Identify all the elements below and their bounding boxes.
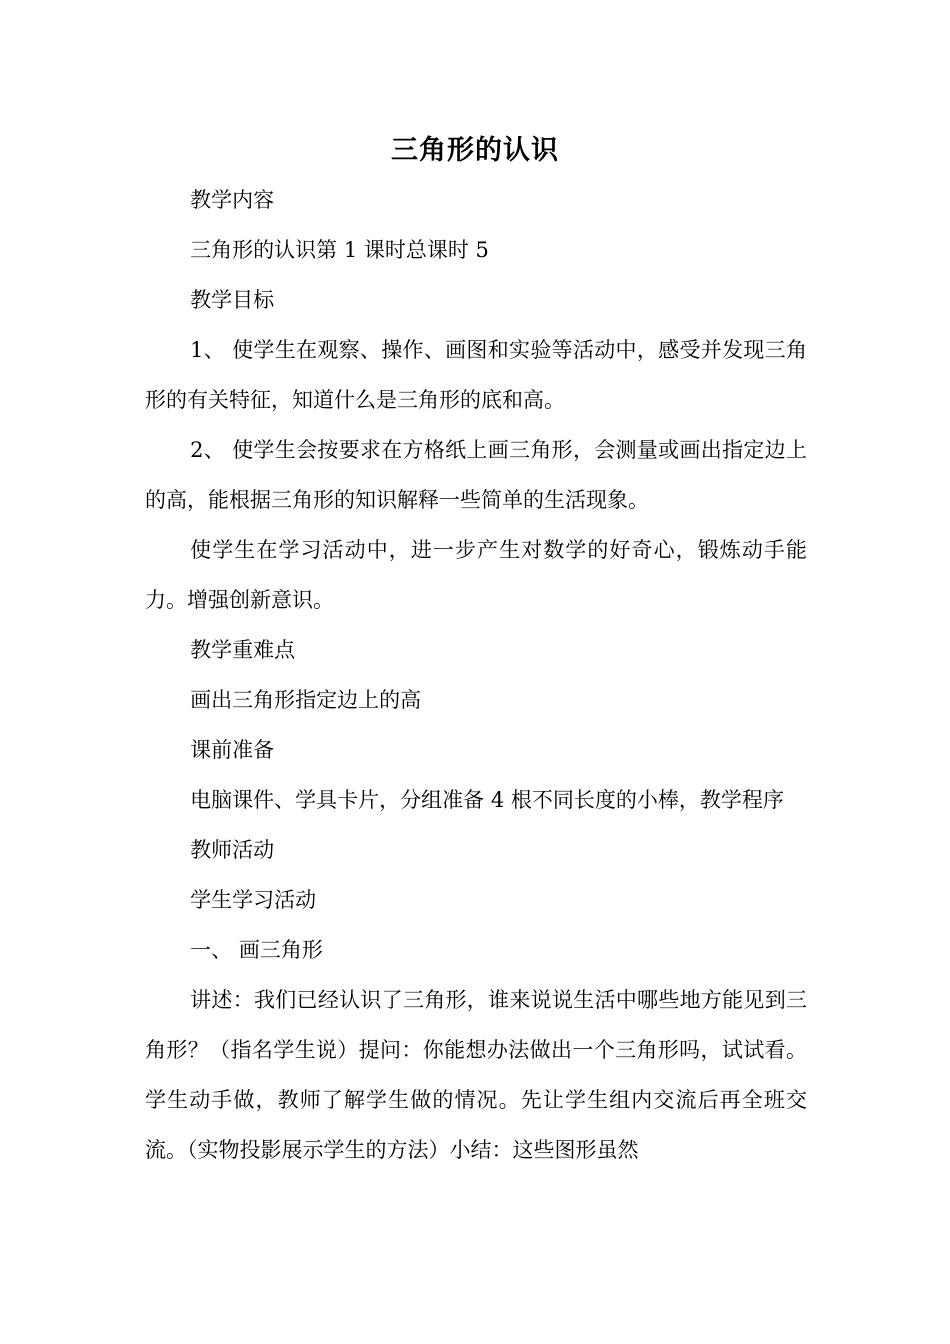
document-body <box>145 175 807 1175</box>
section-heading-draw-triangle: 一、 画三角形 <box>190 938 323 962</box>
lesson-info: 三角形的认识第 1 课时总课时 5 <box>190 238 489 262</box>
heading-teaching-goals: 教学目标 <box>190 288 275 312</box>
goal-item-3: 使学生在学习活动中，进一步产生对数学的好奇心，锻炼动手能力。增强创新意识。 <box>145 538 807 612</box>
heading-student-activity: 学生学习活动 <box>190 888 317 912</box>
heading-teaching-content: 教学内容 <box>190 188 275 212</box>
heading-key-difficulties: 教学重难点 <box>190 638 296 662</box>
narration-paragraph: 讲述：我们已经认识了三角形，谁来说说生活中哪些地方能见到三角形？（指名学生说）提问：你能想办法做出一个三角形吗，试试看。学生动手做，教师了解学生做的情况。先让学生组内交流后再全班交流。（实物投影展示学生的方法）小结：这些图形虽然 <box>145 988 807 1162</box>
goal-item-2: 2、 使学生会按要求在方格纸上画三角形，会测量或画出指定边上的高，能根据三角形的知识解释一些简单的生活现象。 <box>145 438 807 512</box>
goal-item-1: 1、 使学生在观察、操作、画图和实验等活动中，感受并发现三角形的有关特征，知道什么是三角形的底和高。 <box>145 338 807 412</box>
preparation-text: 电脑课件、学具卡片，分组准备 4 根不同长度的小棒，教学程序 <box>190 788 784 812</box>
key-difficulty-text: 画出三角形指定边上的高 <box>190 688 422 712</box>
heading-teacher-activity: 教师活动 <box>190 838 275 862</box>
document-title: 三角形的认识 <box>391 135 559 166</box>
heading-preparation: 课前准备 <box>190 738 275 762</box>
